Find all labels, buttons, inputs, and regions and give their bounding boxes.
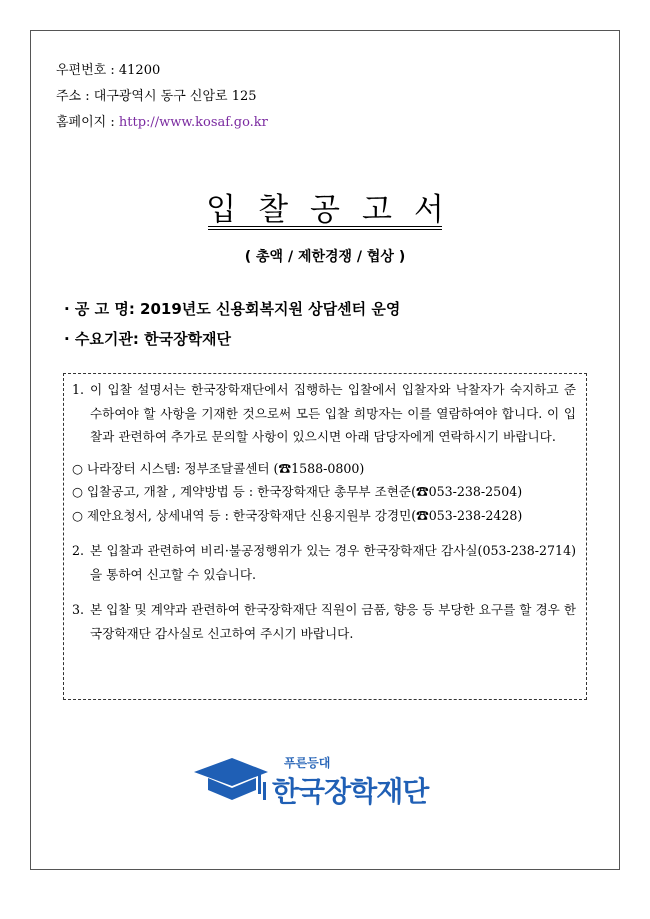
header-info — [56, 58, 268, 136]
summary — [64, 294, 400, 354]
logo-slogan: 푸른등대 — [284, 756, 331, 770]
notice-paragraph-3 — [72, 598, 576, 645]
address: 주소 : 대구광역시 동구 신암로 125 — [56, 89, 257, 104]
homepage-prefix: 홈페이지 : — [56, 115, 119, 130]
paragraph-number: 1. — [72, 382, 85, 397]
agency-name: · 수요기관: 한국장학재단 — [64, 330, 232, 348]
paragraph-number: 2. — [72, 543, 85, 558]
homepage-link[interactable]: http://www.kosaf.go.kr — [118, 115, 268, 130]
notice-box — [63, 373, 587, 700]
contact-line-3: ○ 제안요청서, 상세내역 등 : 한국장학재단 신용지원부 강경민(☎053-238-2428) — [72, 507, 523, 523]
document-subtitle: ( 총액 / 제한경쟁 / 협상 ) — [244, 249, 406, 265]
contact-line-2: ○ 입찰공고, 개찰 , 계약방법 등 : 한국장학재단 총무부 조현준(☎053-238-2504) — [72, 484, 523, 499]
project-name: · 공 고 명: 2019년도 신용회복지원 상담센터 운영 — [64, 300, 401, 318]
notice-paragraph-1 — [72, 378, 576, 449]
homepage-row — [56, 110, 268, 136]
postal-code: 우편번호 : 41200 — [56, 63, 161, 78]
document-title: 입찰공고서 — [206, 192, 466, 228]
graduation-cap-icon — [192, 756, 270, 808]
contact-line-1: ○ 나라장터 시스템: 정부조달콜센터 (☎1588-0800) — [72, 460, 365, 476]
logo-name: 한국장학재단 — [272, 775, 429, 808]
paragraph-text: 본 입찰과 관련하여 비리·불공정행위가 있는 경우 한국장학재단 감사실(053-238-2714)을 통하여 신고할 수 있습니다. — [90, 543, 576, 582]
title-underline — [208, 226, 442, 230]
paragraph-text: 본 입찰 및 계약과 관련하여 한국장학재단 직원이 금품, 향응 등 부당한 요구를 할 경우 한국장학재단 감사실로 신고하여 주시기 바랍니다. — [90, 602, 576, 641]
paragraph-text: 이 입찰 설명서는 한국장학재단에서 집행하는 입찰에서 입찰자와 낙찰자가 숙지하고 준수하여야 할 사항을 기재한 것으로써 모든 입찰 희망자는 이를 열람하여야 합니다. 이 입찰과 관련하여 추가로 문의할 사항이 있으시면 아래 담당자에게 연락하시기 바랍니다. — [90, 382, 576, 444]
kosaf-logo — [192, 754, 442, 814]
paragraph-number: 3. — [72, 602, 85, 617]
notice-paragraph-2 — [72, 539, 576, 586]
